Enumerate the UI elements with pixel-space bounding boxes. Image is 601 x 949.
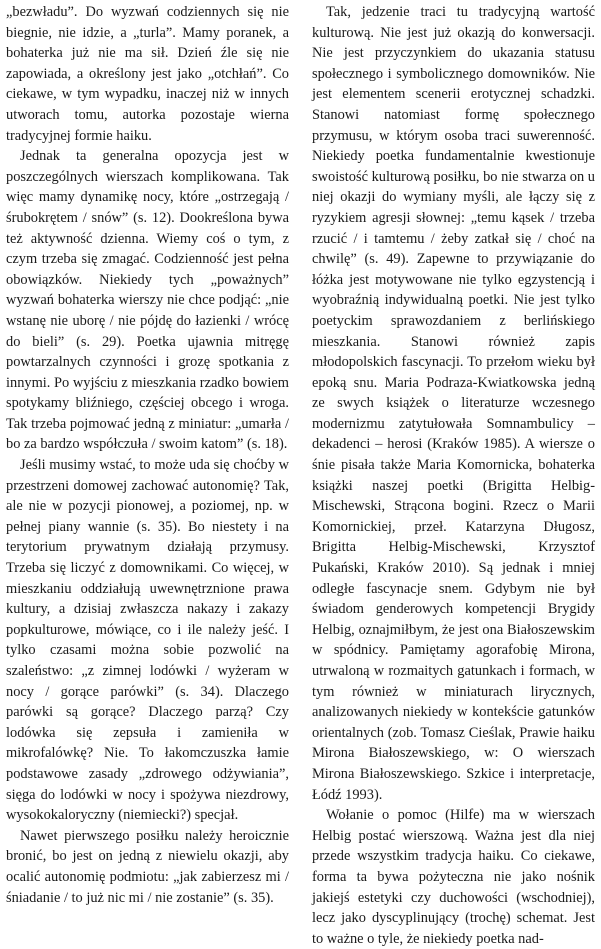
paragraph: Wołanie o pomoc (Hilfe) ma w wierszach Helbig postać wierszową. Ważna jest dla niej przede wszystkim tradycja haiku. Co ciekawe, forma ta bywa pożyteczna nie jako nośnik jakiejś estetyki czy duchowości (wschodniej), lecz jako dyscyplinujący (trochę) schemat. Jest to ważne o tyle, że niekiedy poetka nad-	[312, 807, 595, 947]
left-column	[6, 2, 289, 906]
right-column	[312, 2, 595, 947]
paragraph: „bezwładu”. Do wyzwań codziennych się nie biegnie, nie idzie, a „turla”. Mamy poranek, a bohaterka już nie ma sił. Dzień źle się nie zapowiada, a określony jest jako „otchłań”. Co ciekawe, w tym wypadku, inaczej niż w innych utworach tomu, autorka pozostaje wierna tradycyjnej formie haiku.	[6, 4, 289, 144]
paragraph: Nawet pierwszego posiłku należy heroicznie bronić, bo jest on jedną z niewielu okazji, aby ocalić autonomię podmiotu: „jak zabierzesz mi / śniadanie / to już nic mi / nie zostanie” (s. 35).	[6, 827, 289, 906]
paragraph: Jednak ta generalna opozycja jest w poszczególnych wierszach komplikowana. Tak więc mamy dynamikę nocy, które „ostrzegają / śrubokrętem / snów” (s. 12). Dookreślona bywa też aktywność dzienna. Wiemy coś o tym, z czym trzeba się zmagać. Codzienność jest pełna obowiązków. Niekiedy tych „poważnych” wyzwań bohaterka wierszy nie chce podjąć: „nie wstanę nie uborę / nie pójdę do łazienki / wrócę do bieli” (s. 29). Poetka ujawnia mitręgę powtarzalnych czynności i grozę spotkania z innymi. Po wyjściu z mieszkania rzadko bowiem spotykamy bliźniego, częściej obcego i wroga. Tak trzeba pojmować jedną z miniatur: „umarła / bo za bardzo współczuła / swoim katom” (s. 18).	[6, 148, 289, 453]
paragraph: Jeśli musimy wstać, to może uda się choćby w przestrzeni domowej zachować autonomię? Tak, ale nie w pozycji pionowej, a poziomej, np. w pełnej piany wannie (s. 35). Bo niestety i na terytorium prywatnym działają przymusy. Trzeba się liczyć z domownikami. Co więcej, w mieszkaniu oddziałują uwewnętrznione prawa kultury, a dzisiaj zwłaszcza nakazy i zakazy popkulturowe, mówiące, co i ile należy jeść. I tylko czasami można sobie pozwolić na szaleństwo: „z zimnej lodówki / wyżeram w nocy / gorące parówki” (s. 34). Dlaczego parówki są gorące? Dlaczego parzą? Czy lodówka się zepsuła i zamieniła w mikrofalówkę? Nie. To łakomczuszka łamie podstawowe zasady „zdrowego odżywiania”, sięga do lodówki w nocy i spożywa niezdrowy, wysokokaloryczny (niemiecki?) specjał.	[6, 457, 289, 824]
paragraph: Tak, jedzenie traci tu tradycyjną wartość kulturową. Nie jest już okazją do konwersacji. Nie jest przyczynkiem do ukazania statusu społecznego i symbolicznego domowników. Nie jest elementem scenerii erotycznej schadzki. Stanowi natomiast formę społecznego przymusu, w którym osoba traci suwerenność. Niekiedy poetka fundamentalnie kwestionuje swoistość kulturową posiłku, bo nie stwarza on u niej okazji do wymiany myśli, ale łączy się z ryzykiem agresji słownej: „temu kąsek / trzeba rzucić / i tamtemu / żeby zatkał się / choć na chwilę” (s. 49). Zapewne to przywiązanie do łóżka jest motywowane nie tylko egzystencją i wyobraźnią indywidualną poetki. Nie jest tylko poetyckim sprawozdaniem z berlińskiego mieszkania. Stanowi również zapis młodopolskich fascynacji. To przełom wieku był epoką snu. Maria Podraza-Kwiatkowska jedną ze swych książek o literaturze wczesnego modernizmu zatytułowała Somnambulicy – dekadenci – herosi (Kraków 1985). A wiersze o śnie pisała także Maria Komornicka, bohaterka książki naszej poetki (Brigitta Helbig-Mischewski, Strącona bogini. Rzecz o Marii Komornickiej, przeł. Katarzyna Długosz, Brigitta Helbig-Mischewski, Krzysztof Pukański, Kraków 2010). Są jednak i mniej odległe fascynacje snem. Gdybym nie był świadom genderowych kompetencji Brygidy Helbig, oznajmiłbym, że jest ona Białoszewskim w spódnicy. Pamiętamy agorafobię Mirona, utrwaloną w rozmaitych gatunkach i formach, w tym również w miniaturach lirycznych, analizowanych niekiedy w kontekście gatunków orientalnych (zob. Tomasz Cieślak, Prawie haiku Mirona Białoszewskiego, w: O wierszach Mirona Białoszewskiego. Szkice i interpretacje, Łódź 1993).	[312, 4, 595, 803]
